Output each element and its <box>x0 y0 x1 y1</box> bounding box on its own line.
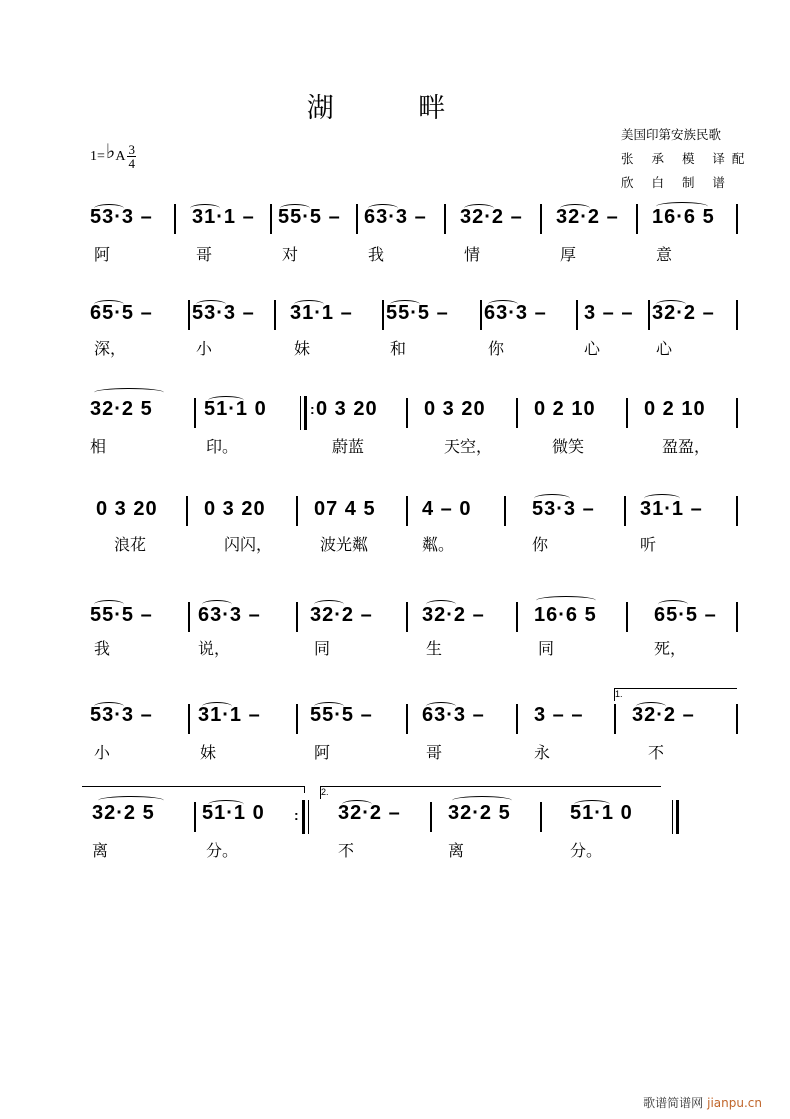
lyric: 说， <box>198 639 231 658</box>
measure: 32·2 – <box>556 206 619 228</box>
final-barline <box>672 800 679 834</box>
lyric: 情 <box>464 245 481 264</box>
measure: 55·5 – <box>90 604 153 626</box>
lyric: 离 <box>448 841 465 860</box>
lyric: 对 <box>282 245 299 264</box>
measure: 0 3 20 <box>96 498 158 520</box>
lyric: 小 <box>94 743 111 762</box>
lyric: 同 <box>538 639 555 658</box>
repeat-start-barline <box>300 396 307 430</box>
song-title: 湖 畔 <box>306 93 484 124</box>
measure: 63·3 – <box>364 206 427 228</box>
measure: 31·1 – <box>290 302 353 324</box>
staff-row-7 <box>88 776 738 866</box>
lyric: 盈盈， <box>662 437 711 456</box>
measure: 53·3 – <box>532 498 595 520</box>
credit-origin: 美国印第安族民歌 <box>621 127 722 142</box>
time-signature: $\frac{3}{4}$ <box>128 142 135 171</box>
flat-icon: ♭ <box>105 141 116 163</box>
measure: 16·6 5 <box>534 604 597 626</box>
lyric: 浪花 <box>114 535 147 554</box>
measure: 51·1 0 <box>202 802 265 824</box>
lyric: 阿 <box>94 245 111 264</box>
measure: 63·3 – <box>422 704 485 726</box>
lyric: 我 <box>94 639 111 658</box>
key-name: A <box>115 148 126 164</box>
measure: 0 3 20 <box>424 398 486 420</box>
lyric: 和 <box>390 339 407 358</box>
watermark: 歌谱简谱网 jianpu.cn <box>643 1096 762 1110</box>
lyric: 意 <box>656 245 673 264</box>
measure: 53·3 – <box>90 206 153 228</box>
lyric: 相 <box>90 437 107 456</box>
repeat-end-barline <box>302 800 309 834</box>
lyric: 小 <box>196 339 213 358</box>
measure: 63·3 – <box>484 302 547 324</box>
lyric: 听 <box>640 535 657 554</box>
lyric: 粼。 <box>422 535 455 554</box>
measure: 55·5 – <box>278 206 341 228</box>
volta-1-continuation <box>82 786 305 793</box>
staff-row-1 <box>88 180 738 270</box>
measure: 0 2 10 <box>534 398 596 420</box>
credit-translator: 张 承 模 译配 <box>621 151 752 166</box>
measure: 31·1 – <box>198 704 261 726</box>
lyric: 生 <box>426 639 443 658</box>
lyric: 蔚蓝 <box>332 437 365 456</box>
measure: 53·3 – <box>192 302 255 324</box>
watermark-site: jianpu.cn <box>707 1096 762 1110</box>
lyric: 心 <box>656 339 673 358</box>
measure: 51·1 0 <box>204 398 267 420</box>
lyric: 死， <box>654 639 687 658</box>
lyric: 阿 <box>314 743 331 762</box>
measure: 32·2 – <box>422 604 485 626</box>
measure: 53·3 – <box>90 704 153 726</box>
measure: 4 – 0 <box>422 498 472 520</box>
lyric: 不 <box>338 841 355 860</box>
repeat-dots: : <box>294 807 299 823</box>
measure: 55·5 – <box>386 302 449 324</box>
measure: 3 – – <box>534 704 584 726</box>
measure: 65·5 – <box>654 604 717 626</box>
measure: 63·3 – <box>198 604 261 626</box>
staff-row-3 <box>88 372 738 462</box>
lyric: 微笑 <box>552 437 585 456</box>
measure: 3 – – <box>584 302 634 324</box>
lyric: 永 <box>534 743 551 762</box>
measure: 32·2 – <box>460 206 523 228</box>
measure: 32·2 5 <box>90 398 153 420</box>
credit-notator: 欣 白 制 谱 <box>621 175 732 190</box>
measure: 65·5 – <box>90 302 153 324</box>
lyric: 闪闪， <box>224 535 273 554</box>
lyric: 天空， <box>444 437 493 456</box>
measure: 31·1 – <box>192 206 255 228</box>
lyric: 心 <box>584 339 601 358</box>
lyric: 妹 <box>294 339 311 358</box>
lyric: 不 <box>648 743 665 762</box>
staff-row-6 <box>88 678 738 768</box>
measure: 55·5 – <box>310 704 373 726</box>
measure: 31·1 – <box>640 498 703 520</box>
staff-row-2 <box>88 276 738 366</box>
lyric: 离 <box>92 841 109 860</box>
measure: 0 2 10 <box>644 398 706 420</box>
measure: 32·2 5 <box>92 802 155 824</box>
repeat-dots: : <box>310 401 315 417</box>
lyric: 同 <box>314 639 331 658</box>
volta-1: 1. <box>614 688 737 701</box>
lyric: 分。 <box>570 841 603 860</box>
lyric: 哥 <box>196 245 213 264</box>
lyric: 你 <box>488 339 505 358</box>
measure: 16·6 5 <box>652 206 715 228</box>
lyric: 深， <box>94 339 127 358</box>
measure: 07 4 5 <box>314 498 376 520</box>
lyric: 你 <box>532 535 549 554</box>
key-tonic: 1= <box>90 148 105 164</box>
measure: 32·2 – <box>310 604 373 626</box>
measure: 32·2 – <box>652 302 715 324</box>
measure: 51·1 0 <box>570 802 633 824</box>
key-signature <box>90 143 136 170</box>
staff-row-5 <box>88 578 738 668</box>
volta-2: 2. <box>320 786 661 799</box>
lyric: 波光粼 <box>320 535 369 554</box>
measure: 32·2 – <box>338 802 401 824</box>
lyric: 我 <box>368 245 385 264</box>
lyric: 分。 <box>206 841 239 860</box>
measure: 0 3 20 <box>316 398 378 420</box>
lyric: 印。 <box>206 437 239 456</box>
lyric: 哥 <box>426 743 443 762</box>
lyric: 妹 <box>200 743 217 762</box>
measure: 32·2 5 <box>448 802 511 824</box>
measure: 0 3 20 <box>204 498 266 520</box>
staff-row-4 <box>88 472 738 562</box>
measure: 32·2 – <box>632 704 695 726</box>
lyric: 厚 <box>560 245 577 264</box>
